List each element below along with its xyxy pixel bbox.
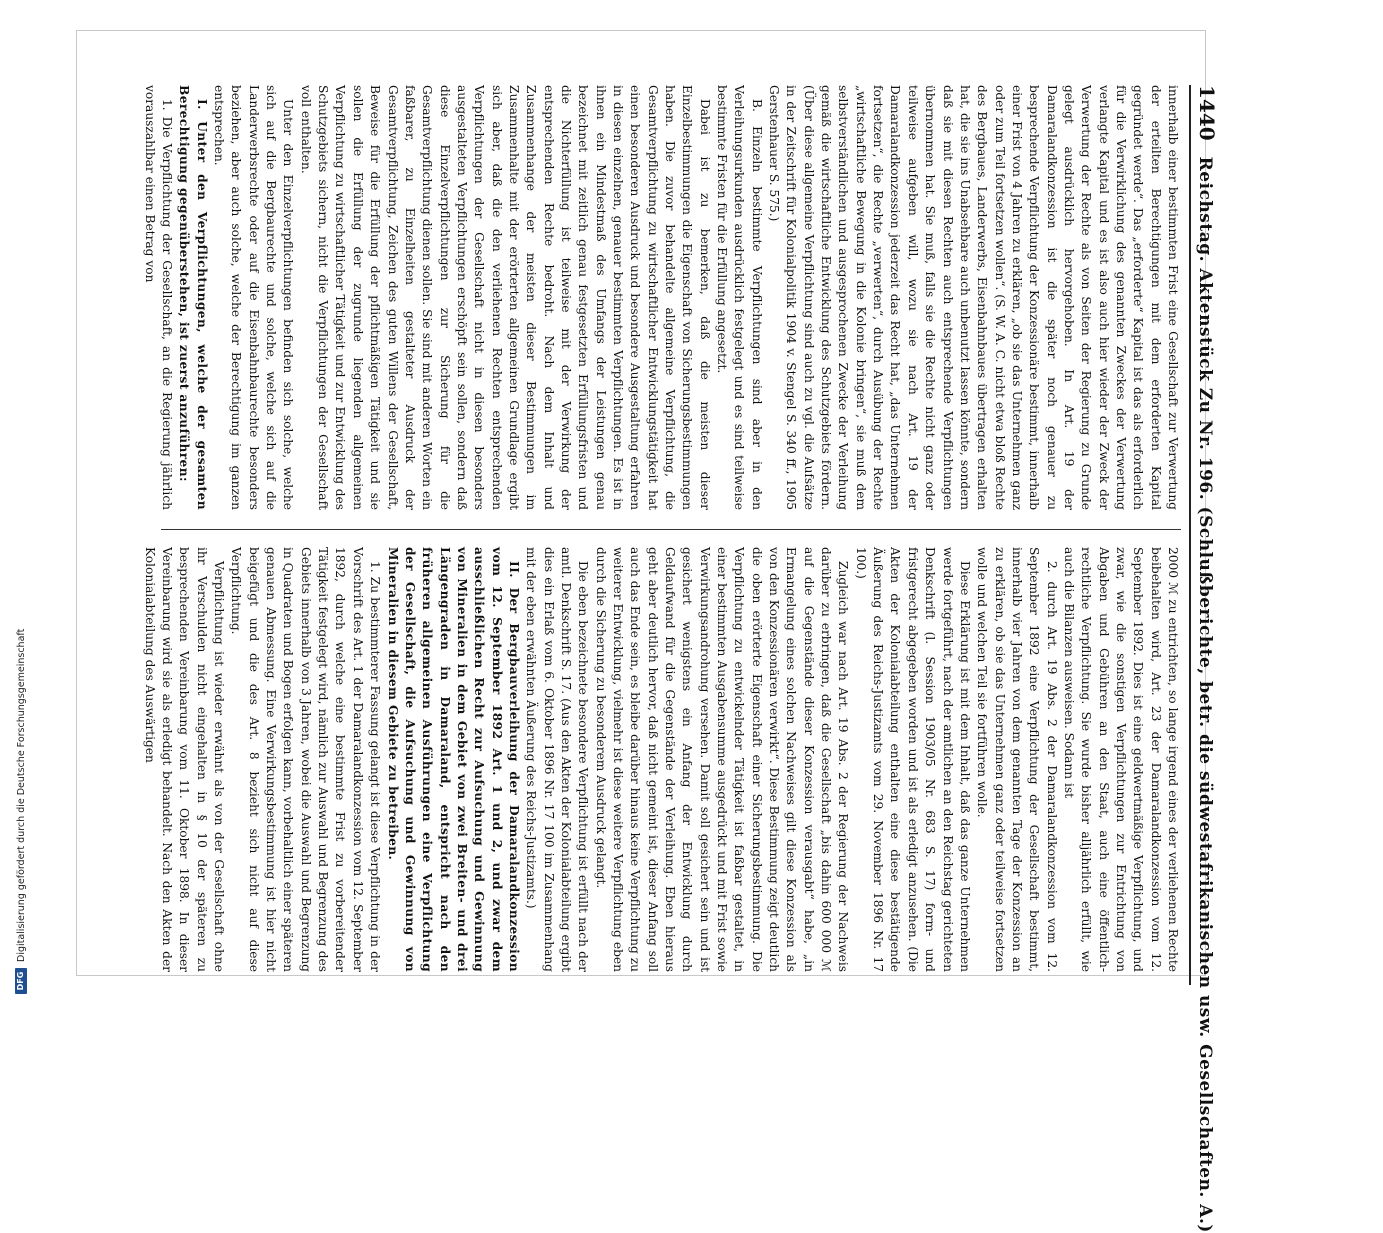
paragraph: innerhalb einer bestimmten Frist eine Gesellschaft zur Verwertung der erteilten Berechtigungen mit dem erforderten Kapital gegründet werde“. Das „erforderte“ Kapital ist das als erforderlich für die Verwirklichung des genannten Zweckes der Verwertung verlangte Kapital und es ist also auch hier wieder der Zweck der Verwertung der Rechte als von Seiten der Regierung zu Grunde gelegt ausdrücklich hervorgehoben. In Art. 19 der Damaralandkonzession ist die später noch genauer zu besprechende Verpflichtung der Konzessionäre bestimmt, innerhalb einer Frist von 4 Jahren zu erklären, „ob sie das Unternehmen ganz oder zum Teil fortsetzen wollen“. (S. W. A. C. nicht etwa bloß Rechte des Bergbaues, Landerwerbs, Eisenbahnbaues übertragen erhalten hat, die sie ins Unabsehbare auch unbenutzt lassen könnte, sondern daß sie mit diesen Rechten auch entsprechende Verpflichtungen übernommen hat. Sie muß, falls sie die Rechte nicht ganz oder teilweise aufgeben will, wozu sie nach Art. 19 der Damaralandkonzession jederzeit das Recht hat, „das Unternehmen fortsetzen“, die Rechte „verwerten“, durch Ausübung der Rechte „wirtschaftliche Bewegung in die Kolonie bringen“, sie muß dem selbstverständlichen und ausgesprochenen Zwecke der Verleihung gemäß die wirtschaftliche Entwicklung des Schutzgebiets fördern. (Über diese allgemeine Verpflichtung sind auch zu vgl. die Aufsätze in der Zeitschrift für Kolonialpolitik 1904 v. Stengel S. 340 ff., 1905 Gerstenhauer S. 575.)	[767, 85, 1180, 510]
paragraph: Die eben bezeichnete besondere Verpflichtung ist erfüllt nach der amtl. Denkschrift S. 17. (Aus den Akten der Kolonialabteilung ergibt dies ein Erlaß vom 6. Oktober 1896 Nr. 17 100 im Zusammenhang mit der eben erwähnten Äußerung des Reichs-Justizamts.)	[524, 547, 591, 972]
section-heading: II. Der Bergbauverleihung der Damaralandkonzession vom 12. September 1892 Art. 1 und 2, und zwar dem ausschließlichen Recht zur Aufsuchung und Gewinnung von Mineralien in dem Gebiet von zwei Breiten- und drei Längengraden in Damaraland, entspricht nach den früheren allgemeinen Ausführungen eine Verpflichtung der Gesellschaft, die Aufsuchung und Gewinnung von Mineralien in diesem Gebiete zu betreiben.	[385, 547, 521, 972]
paragraph: Verpflichtung ist wieder erwähnt als von der Gesellschaft ohne ihr Verschulden nicht eingehalten in § 10 der späteren zu besprechenden Vereinbarung vom 11. Oktober 1898. In dieser Vereinbarung wird sie als erledigt behandelt. Nach den Akten der Kolonialabteilung des Auswärtigen	[142, 547, 227, 972]
digitization-footer	[14, 574, 28, 994]
scanned-page	[76, 30, 1219, 1233]
paragraph: Dabei ist zu bemerken, daß die meisten dieser Einzelbestimmungen die Eigenschaft von Sicherungsbestimmungen haben. Die zuvor behandelte allgemeine Verpflichtung, die Gesamtverpflichtung zu wirtschaftlicher Entwicklungstätigkeit hat einen besonderen Ausdruck und besondere Ausgestaltung erfahren in diesen einzelnen, genauer bestimmten Verpflichtungen. Es ist in ihnen ein Mindestmaß des Umfangs der Leistungen genau bezeichnet mit zeitlich genau festgesetzten Erfüllungsfristen und die Nichterfüllung ist teilweise mit der Verwirkung der entsprechenden Rechte bedroht. Nach dem Inhalt und Zusammenhange der meisten dieser Bestimmungen im Zusammenhalte mit der erörterten allgemeinen Grundlage ergibt sich aber, daß die den verliehenen Rechten entsprechenden Verpflichtungen der Gesellschaft nicht in diesen besonders ausgestalteten Verpflichtungen erschöpft sein sollen, sondern daß diese Einzelverpflichtungen zur Sicherung für die Gesamtverpflichtung dienen sollen. Sie sind mit anderen Worten ein faßbarer, zu Einzelheiten gestalteter Ausdruck der Gesamtverpflichtung, Zeichen des guten Willens der Gesellschaft, Beweise für die Erfüllung der pflichtmäßigen Tätigkeit und sie sollen die Erfüllung der zugrunde liegenden allgemeinen Verpflichtung zu wirtschaftlicher Tätigkeit und zur Entwicklung des Schutzgebiets sichern, nicht die Verpflichtungen der Gesellschaft voll enthalten.	[298, 85, 712, 510]
digitization-credit: Digitalisierung gefördert durch die Deutsche Forschungsgemeinschaft	[15, 628, 27, 962]
running-title: Reichstag. Aktenstück Zu Nr. 196. (Schlußberichte, betr. die südwestafrikanischen usw. Gesellschaften. A.)	[1195, 156, 1215, 1233]
paragraph: Zugleich war nach Art. 19 Abs. 2 der Regierung der Nachweis darüber zu erbringen, daß die Gesellschaft „bis dahin 600 000 ℳ auf die Gegenstände dieser Konzession verausgabt“ habe, „in Ermangelung eines solchen Nachweises gilt diese Konzession als von den Konzessionären verwirkt“. Diese Bestimmung zeigt deutlich die oben erörterte Eigenschaft einer Sicherungsbestimmung. Die Verpflichtung zu entwickelnder Tätigkeit ist faßbar gestaltet, in einer bestimmten Ausgabensumme ausgedrückt und mit Frist sowie Verwirkungsandrohung versehen. Damit soll gesichert sein und ist gesichert wenigstens ein Anfang der Entwicklung durch Geldaufwand für die Gegenstände der Verleihung. Eben hieraus geht aber deutlich hervor, daß nicht gemeint ist, dieser Anfang soll auch das Ende sein, es bleibe darüber hinaus keine Verpflichtung zu weiterer Entwicklung, vielmehr ist diese weitere Verpflichtung eben durch die Sicherung zu besonderem Ausdruck gelangt.	[593, 547, 851, 972]
paragraph: Diese Erklärung ist mit dem Inhalt, daß das ganze Unternehmen werde fortgeführt, nach der amtlichen an den Reichstag gerichteten Denkschrift (l. Session 1903/05 Nr. 683 S. 17) form- und fristgerecht abgegeben worden und ist als erledigt anzusehen. (Die Akten der Kolonialabteilung enthalten eine diese bestätigende Äußerung des Reichs-Justizamts vom 29. November 1896 Nr. 17 100.)	[853, 547, 972, 972]
left-column	[142, 85, 1181, 510]
paragraph: 1. Zu bestimmterer Fassung gelangt ist diese Verpflichtung in der Vorschrift des Art. 1 der Damaralandkonzession vom 12. September 1892, durch welche eine bestimmte Frist zu vorbereitender Tätigkeit festgelegt wird, nämlich zur Auswahl und Begrenzung des Gebiets innerhalb von 3 Jahren, wobei die Auswahl und Begrenzung in Quadraten und Bogen erfolgen kann, vorbehaltlich einer späteren genauen Abmessung. Eine Verwirkungsbestimmung ist hier nicht beigefügt und die des Art. 8 bezieht sich nicht auf diese Verpflichtung.	[229, 547, 383, 972]
dfg-logo: DFG	[15, 968, 27, 994]
section-heading: I. Unter den Verpflichtungen, welche der gesamten Berechtigung gegenüberstehen, ist zuerst anzuführen:	[177, 85, 209, 510]
page-header	[1189, 85, 1229, 1233]
paragraph: 2000 ℳ zu entrichten, so lange irgend eines der verliehenen Rechte beibehalten wird, Art. 23 der Damaralandkonzession vom 12. September 1892. Dies ist eine geldwertmäßige Verpflichtung, und zwar, wie die sonstigen Verpflichtungen zur Entrichtung von Abgaben und Gebühren an den Staat, auch eine öffentlich-rechtliche Verpflichtung. Sie wurde bisher alljährlich erfüllt, wie auch die Bilanzen ausweisen. Sodann ist	[1061, 547, 1180, 972]
column-divider	[161, 529, 1181, 530]
paragraph: B. Einzeln bestimmte Verpflichtungen sind aber in den Verleihungsurkunden ausdrücklich festgelegt und es sind teilweise bestimmte Fristen für die Erfüllung angesetzt.	[715, 85, 764, 510]
paragraph: 1. Die Verpflichtung der Gesellschaft, an die Regierung jährlich vorauszahlbar einen Betrag von	[142, 85, 175, 510]
page-number: 1440	[1195, 85, 1219, 141]
rotated-page-content	[142, 85, 1229, 1233]
right-column	[142, 547, 1181, 972]
paragraph: 2. durch Art. 19 Abs. 2 der Damaralandkonzession vom 12. September 1892 eine Verpflichtung der Gesellschaft bestimmt, innerhalb vier Jahren von dem genannten Tage der Konzession an zu erklären, ob sie das Unternehmen ganz oder teilweise fortsetzen wolle und welchen Teil sie fortführen wolle.	[975, 547, 1059, 972]
paragraph: Unter den Einzelverpflichtungen befinden sich solche, welche sich auf die Bergbaurechte und solche, welche sich auf die Landerwerbsrechte oder auf die Eisenbahnbaurechte besonders beziehen, aber auch solche, welche der Berechtigung im ganzen entsprechen.	[212, 85, 296, 510]
